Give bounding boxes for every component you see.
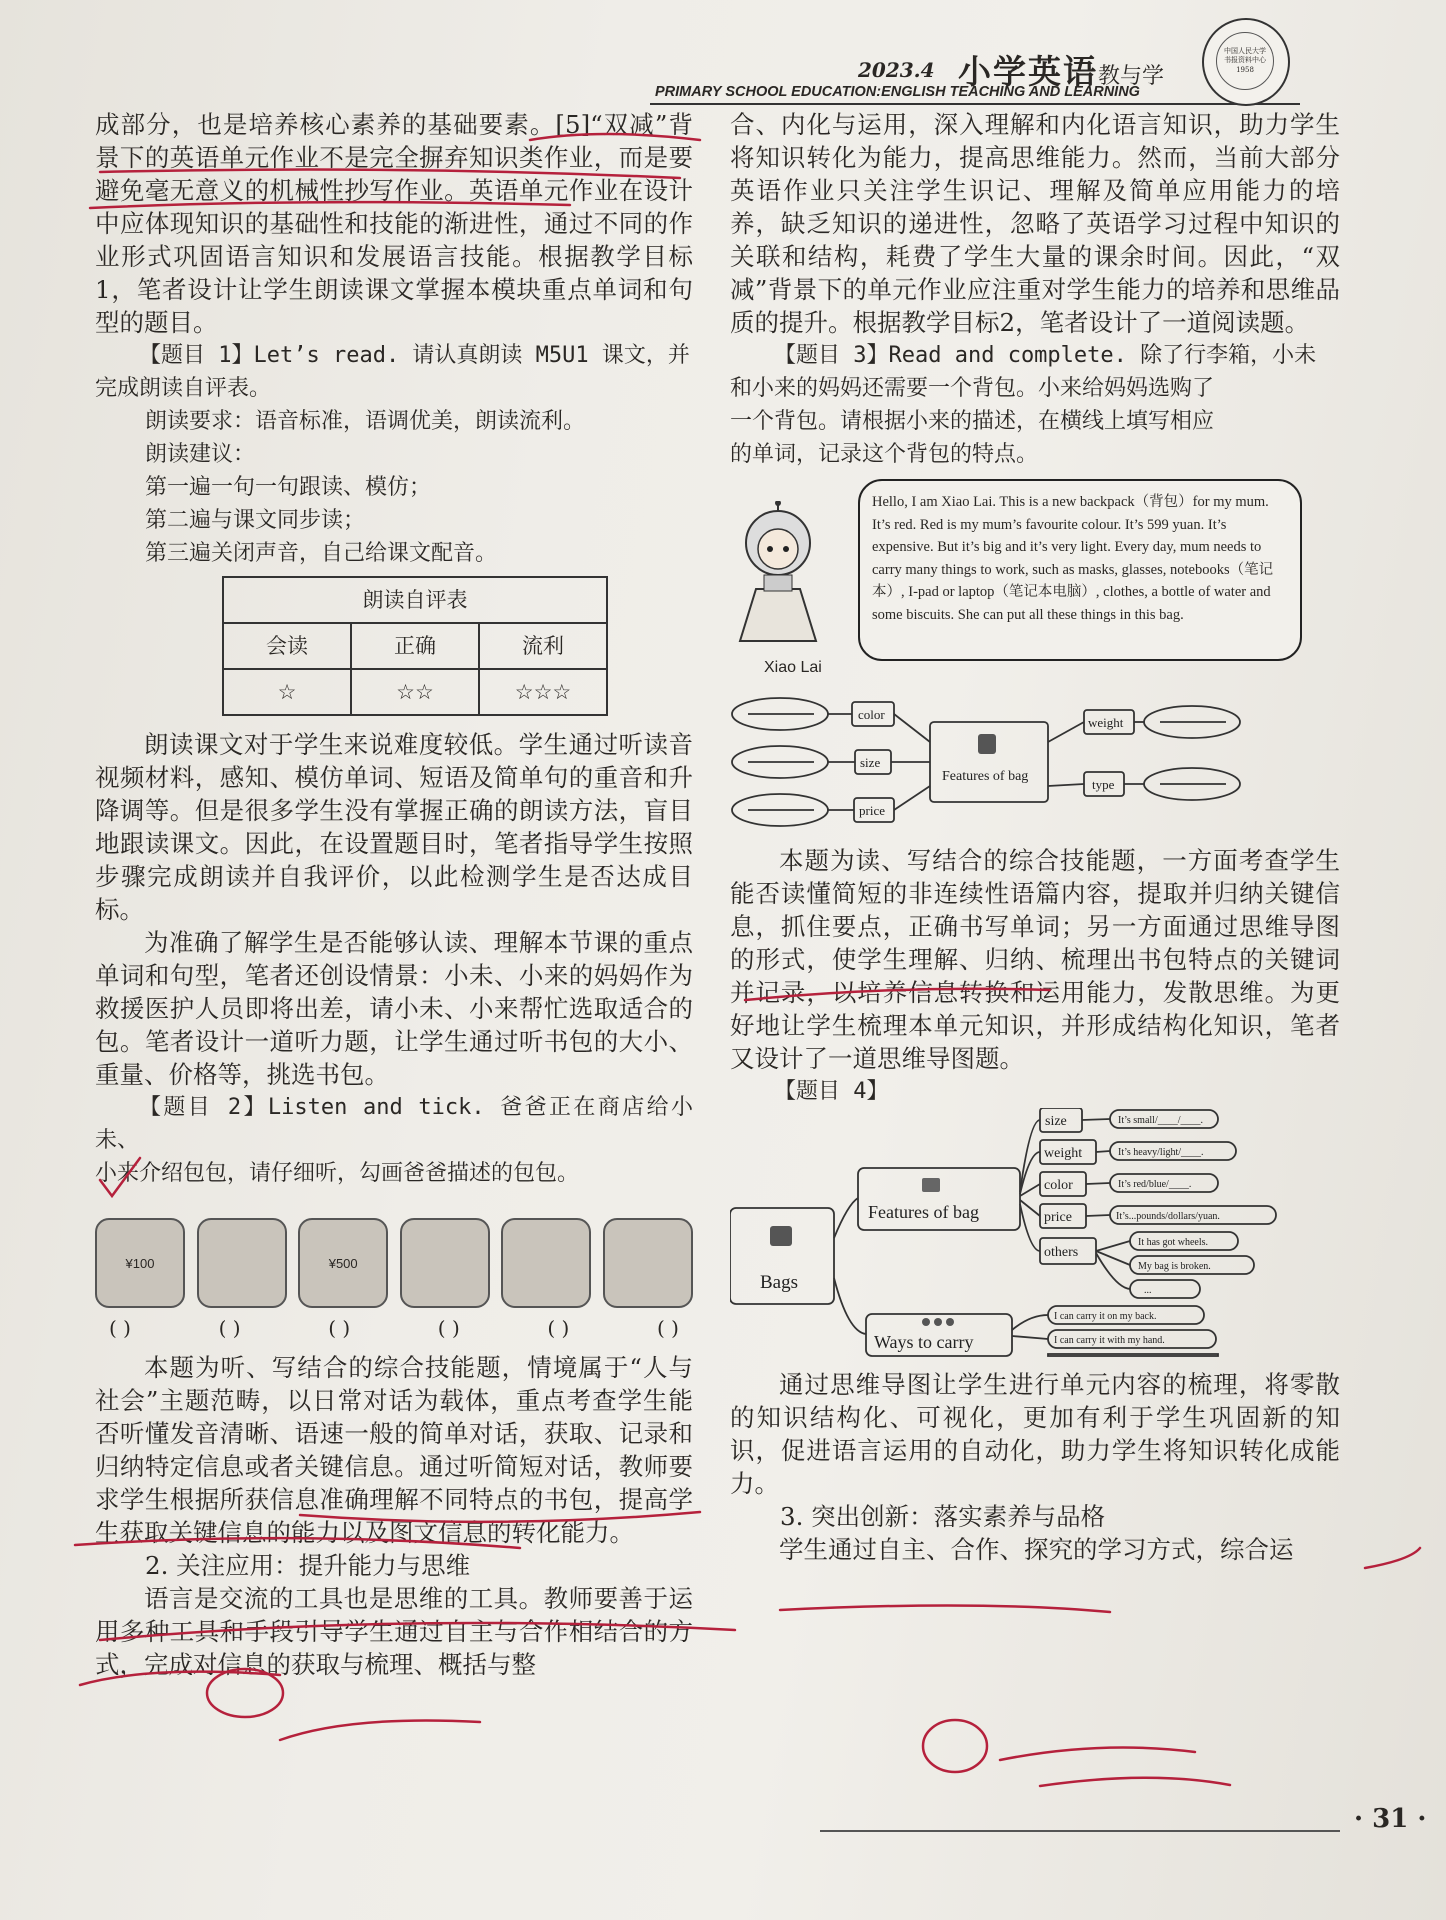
mm2-price-text: It’s...pounds/dollars/yuan. [1116, 1211, 1220, 1222]
mm2-root: Bags [760, 1272, 798, 1293]
suitcase-icon [197, 1218, 287, 1308]
task1-line2: 完成朗读自评表。 [95, 376, 272, 401]
page-number: · 31 · [1354, 1804, 1427, 1834]
task3-line2: 和小来的妈妈还需要一个背包。小来给妈妈选购了 [730, 376, 1215, 401]
task3-line4: 的单词，记录这个背包的特点。 [730, 442, 1039, 467]
publisher-seal-icon [1202, 18, 1290, 106]
reading-requirement: 朗读要求：语音标准，语调优美，朗读流利。 [145, 409, 586, 434]
reading-advice-1: 第一遍一句一句跟读、模仿； [145, 475, 432, 500]
mm1-color: color [858, 707, 885, 722]
task4-label: 【题目 4】 [774, 1079, 889, 1104]
bag1-price: ¥100 [125, 1255, 155, 1271]
right-column [730, 108, 1340, 1566]
mindmap-2 [730, 1108, 1340, 1358]
backpack-girl-icon [501, 1218, 591, 1308]
right-paragraph-1: 合、内化与运用，深入理解和内化语言知识，助力学生将知识转化为能力，提高思维能力。然而，当前大部分英语作业只关注学生识记、理解及简单应用能力的培养，缺乏知识的递进性，忽略了英语学习过程中知识的关联和结构，耗费了学生大量的课余时间。因此，“双减”背景下的单元作业应注重对学生能力的培养和思维品质的提升。根据教学目标2，笔者设计了一道阅读题。 [730, 110, 1340, 337]
right-paragraph-3: 通过思维导图让学生进行单元内容的梳理，将零散的知识结构化、可视化，更加有利于学生巩固新的知识，促进语言运用的自动化，助力学生将知识转化成能力。 [730, 1370, 1340, 1498]
mm2-others: others [1044, 1245, 1079, 1260]
issue-date: 2023.4 [858, 58, 935, 82]
mm2-price: price [1044, 1210, 1072, 1225]
table-header-row [223, 623, 607, 669]
mm2-other-1: It has got wheels. [1138, 1237, 1208, 1248]
answer-bracket-1: ( ) [109, 1316, 131, 1340]
bag-small-icon [922, 1178, 940, 1192]
answer-brackets [95, 1312, 693, 1351]
seal-line2: 书报资料中心 [1224, 56, 1266, 65]
bag-pictures [95, 1208, 693, 1308]
left-paragraph-3: 为准确了解学生是否能够认读、理解本节课的重点单词和句型，笔者还创设情景：小未、小来的妈妈作为救援医护人员即将出差，请小未、小来帮忙选取适合的包。笔者设计一道听力题，让学生通过听书包的大小、重量、价格等，挑选书包。 [95, 928, 693, 1089]
right-paragraph-2: 本题为读、写结合的综合技能题，一方面考查学生能否读懂简短的非连续性语篇内容，提取并归纳关键信息，抓住要点，正确书写单词；另一方面通过思维导图的形式，使学生理解、归纳、梳理出书包特点的关键词并记录，以培养信息转换和运用能力，发散思维。为更好地让学生梳理本单元知识，并形成结构化知识，笔者又设计了一道思维导图题。 [730, 846, 1340, 1073]
table-title: 朗读自评表 [223, 577, 607, 623]
mindmap-2-svg [730, 1108, 1330, 1358]
answer-bracket-4: ( ) [437, 1316, 460, 1340]
reading-advice-3: 第三遍关闭声音，自己给课文配音。 [145, 541, 498, 566]
table-title-row [223, 577, 607, 623]
mm1-price: price [859, 803, 885, 818]
answer-bracket-5: ( ) [547, 1316, 570, 1340]
table-col-0: 会读 [223, 623, 351, 669]
task3-line3: 一个背包。请根据小来的描述，在横线上填写相应 [730, 409, 1215, 434]
mindmap-1 [730, 694, 1340, 834]
table-star-2: ☆☆☆ [479, 669, 607, 715]
table-stars-row [223, 669, 607, 715]
xiao-lai-name: Xiao Lai [764, 659, 822, 676]
mm2-features: Features of bag [868, 1202, 979, 1222]
bag-icon [978, 734, 996, 754]
task3-line1: 【题目 3】Read and complete. 除了行李箱，小未 [774, 343, 1317, 368]
xiao-lai-figure [730, 479, 1340, 684]
answer-bracket-3: ( ) [328, 1316, 351, 1340]
seal-inner [1216, 32, 1274, 90]
briefcase-icon [770, 1226, 792, 1246]
left-column [95, 108, 693, 1681]
left-paragraph-1: 成部分，也是培养核心素养的基础要素。[5]“双减”背景下的英语单元作业不是完全摒弃知识类作业，而是要避免毫无意义的机械性抄写作业。英语单元作业在设计中应体现知识的基础性和技能的渐进性，通过不同的作业形式巩固语言知识和发展语言技能。根据教学目标1，笔者设计让学生朗读课文掌握本模块重点单词和句型的题目。 [95, 110, 693, 337]
seal-year: 1958 [1236, 65, 1254, 74]
mm1-size: size [860, 755, 881, 770]
section-heading-2: 2. 关注应用：提升能力与思维 [145, 1551, 471, 1580]
mm2-other-3: ... [1144, 1285, 1152, 1296]
left-paragraph-2: 朗读课文对于学生来说难度较低。学生通过听读音视频材料，感知、模仿单词、短语及简单句的重音和升降调等。但是很多学生没有掌握正确的朗读方法，盲目地跟读课文。因此，在设置题目时，笔者指导学生按照步骤完成朗读并自我评价，以此检测学生是否达成目标。 [95, 730, 693, 924]
mm2-way-2: I can carry it with my hand. [1054, 1335, 1165, 1346]
left-paragraph-4: 本题为听、写结合的综合技能题，情境属于“人与社会”主题范畴，以日常对话为载体，重点考查学生能否听懂发音清晰、语速一般的简单对话，获取、记录和归纳特定信息或者关键信息。通过听简短对话，教师要求学生根据所获信息准确理解不同特点的书包，提高学生获取关键信息的能力以及图文信息的转化能力。 [95, 1353, 693, 1547]
mm2-weight: weight [1044, 1146, 1083, 1161]
mm2-ways: Ways to carry [874, 1332, 974, 1352]
mindmap-1-svg [730, 694, 1250, 834]
reading-advice-title: 朗读建议： [145, 442, 256, 467]
table-star-0: ☆ [223, 669, 351, 715]
speech-bubble: Hello, I am Xiao Lai. This is a new backpack（背包）for my mum. It’s red. Red is my mum’s favourite colour. It’s 599 yuan. It’s expensive. But it’s big and it’s very light. Every day, mum needs to carry many things to work, such as masks, glasses, notebooks（笔记本）, I-pad or laptop（笔记本电脑）, clothes, a bottle of water and some biscuits. She can put all these things in this bag. [858, 479, 1302, 661]
journal-title-tail: 教与学 [1098, 64, 1165, 89]
footer-rule [820, 1830, 1340, 1832]
people-icon [922, 1318, 954, 1326]
messenger-bag-icon [400, 1218, 490, 1308]
left-paragraph-5: 语言是交流的工具也是思维的工具。教师要善于运用多种工具和手段引导学生通过自主与合作相结合的方式，完成对信息的获取与梳理、概括与整 [95, 1584, 693, 1679]
task2-line2: 小来介绍包包，请仔细听，勾画爸爸描述的包包。 [95, 1161, 580, 1186]
xiao-lai-girl-icon [730, 501, 826, 651]
journal-title-main: 小学英语 [958, 52, 1098, 91]
mm1-center: Features of bag [942, 769, 1029, 784]
table-star-1: ☆☆ [351, 669, 479, 715]
seal-line1: 中国人民大学 [1224, 47, 1266, 56]
mm2-color-text: It’s red/blue/____. [1118, 1179, 1192, 1190]
answer-bracket-6: ( ) [656, 1316, 679, 1340]
mm2-size-text: It’s small/____/____. [1118, 1115, 1203, 1126]
mm2-color: color [1044, 1178, 1073, 1193]
self-evaluation-table [222, 576, 608, 716]
table-col-1: 正确 [351, 623, 479, 669]
mm2-size: size [1045, 1114, 1067, 1129]
bag3-price: ¥500 [328, 1255, 358, 1271]
handbag-icon [298, 1218, 388, 1308]
task1-line1: 【题目 1】Let’s read. 请认真朗读 M5U1 课文，并 [139, 343, 690, 368]
mm1-weight: weight [1088, 715, 1124, 730]
rolling-backpack-icon [603, 1218, 693, 1308]
task2-line1: 【题目 2】Listen and tick. 爸爸正在商店给小未、 [95, 1095, 693, 1153]
reading-advice-2: 第二遍与课文同步读； [145, 508, 366, 533]
mm2-other-2: My bag is broken. [1138, 1261, 1211, 1272]
journal-subtitle: PRIMARY SCHOOL EDUCATION:ENGLISH TEACHING AND LEARNING [655, 84, 1140, 100]
header-rule [650, 103, 1300, 105]
duffel-bag-icon [95, 1218, 185, 1308]
table-col-2: 流利 [479, 623, 607, 669]
answer-bracket-2: ( ) [218, 1316, 241, 1340]
right-paragraph-4: 学生通过自主、合作、探究的学习方式，综合运 [779, 1535, 1294, 1564]
mm2-way-1: I can carry it on my back. [1054, 1311, 1157, 1322]
mm1-type: type [1092, 777, 1115, 792]
mm2-weight-text: It’s heavy/light/____. [1118, 1147, 1204, 1158]
section-heading-3: 3. 突出创新：落实素养与品格 [780, 1502, 1106, 1531]
